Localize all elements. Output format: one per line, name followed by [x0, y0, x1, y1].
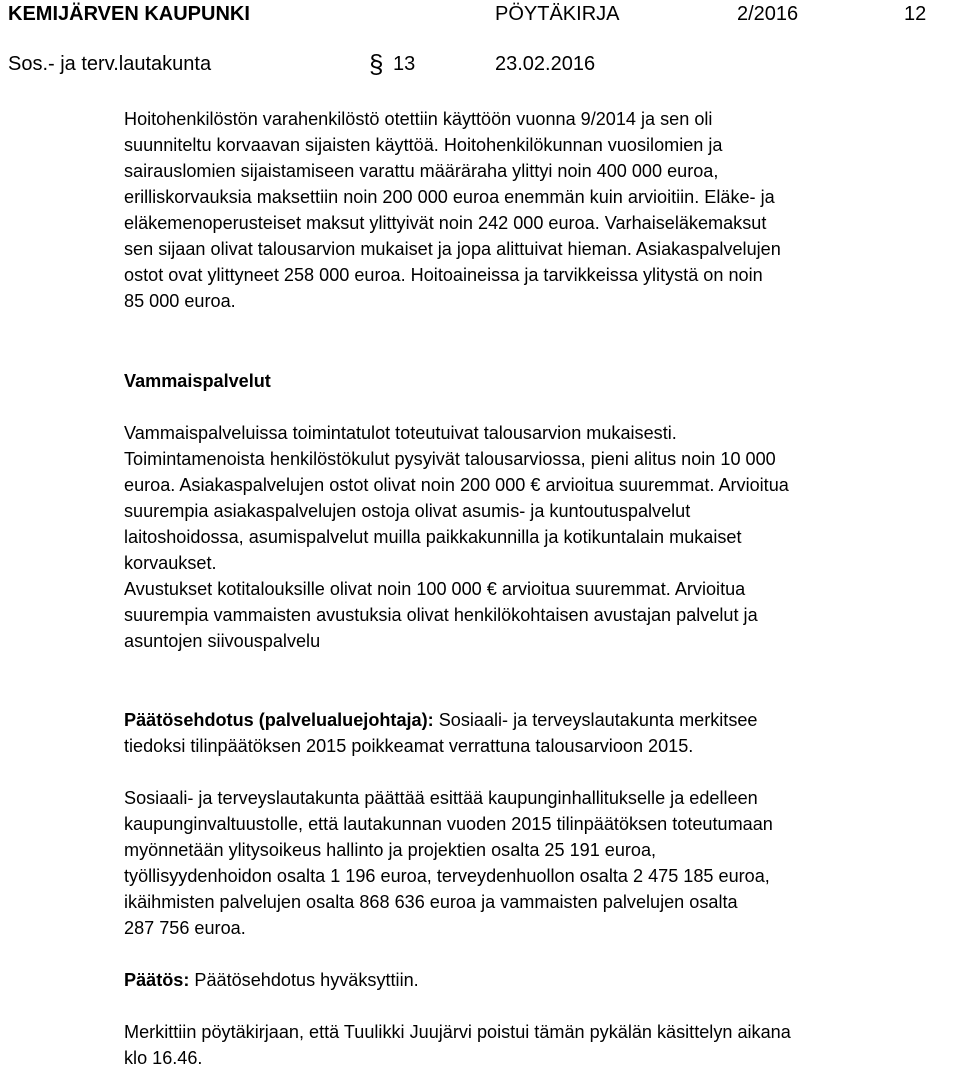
text-line: euroa. Asiakaspalvelujen ostot olivat noin 200 000 € arvioitua suuremmat. Arvioitua — [124, 475, 789, 495]
text-line — [124, 707, 950, 733]
decision-proposal — [124, 707, 950, 759]
text-line: eläkemenoperusteiset maksut ylittyivät noin 242 000 euroa. Varhaiseläkemaksut — [124, 213, 767, 233]
text-line: ikäihmisten palvelujen osalta 868 636 euroa ja vammaisten palvelujen osalta — [124, 892, 738, 912]
text-line: ostot ovat ylittyneet 258 000 euroa. Hoitoaineissa ja tarvikkeissa ylitystä on noin — [124, 265, 763, 285]
text-line: 287 756 euroa. — [124, 918, 246, 938]
text-line: myönnetään ylitysoikeus hallinto ja projektien osalta 25 191 euroa, — [124, 840, 657, 860]
text-line: suurempia vammaisten avustuksia olivat henkilökohtaisen avustajan palvelut ja — [124, 605, 758, 625]
text-line: klo 16.46. — [124, 1048, 203, 1068]
document-type: PÖYTÄKIRJA — [495, 3, 620, 25]
org-name: KEMIJÄRVEN KAUPUNKI — [8, 3, 250, 25]
text-line: suurempia asiakaspalvelujen ostoja olivat asumis- ja kuntoutuspalvelut — [124, 501, 691, 521]
text-line: Vammaispalveluissa toimintatulot toteutuivat talousarvion mukaisesti. — [124, 423, 677, 443]
text-line: tiedoksi tilinpäätöksen 2015 poikkeamat verrattuna talousarvioon 2015. — [124, 736, 694, 756]
text-line: sen sijaan olivat talousarvion mukaiset ja jopa alittuivat hieman. Asiakaspalvelujen — [124, 239, 781, 259]
document-number: 2/2016 — [737, 3, 799, 25]
text-line: työllisyydenhoidon osalta 1 196 euroa, terveydenhuollon osalta 2 475 185 euroa, — [124, 866, 770, 886]
section-number: 13 — [393, 53, 416, 75]
meeting-date: 23.02.2016 — [495, 53, 596, 75]
proposal-label: Päätösehdotus (palvelualuejohtaja): — [124, 710, 434, 730]
text-line: Sosiaali- ja terveyslautakunta päättää esittää kaupunginhallitukselle ja edelleen — [124, 788, 758, 808]
vammaispalvelut-paragraph — [124, 420, 950, 654]
proposal-text: Sosiaali- ja terveyslautakunta merkitsee — [433, 710, 758, 730]
text-line: korvaukset. — [124, 553, 217, 573]
text-line: erilliskorvauksia maksettiin noin 200 000 euroa enemmän kuin arvioitiin. Eläke- ja — [124, 187, 775, 207]
text-line: laitoshoidossa, asumispalvelut muilla paikkakunnilla ja kotikuntalain mukaiset — [124, 527, 742, 547]
decision-body-paragraph — [124, 785, 950, 941]
note-paragraph — [124, 1019, 950, 1071]
text-line: sairauslomien sijaistamiseen varattu määräraha ylittyi noin 400 000 euroa, — [124, 161, 719, 181]
text-line: Merkittiin pöytäkirjaan, että Tuulikki Juujärvi poistui tämän pykälän käsittelyn aikana — [124, 1022, 791, 1042]
text-line: kaupunginvaltuustolle, että lautakunnan vuoden 2015 tilinpäätöksen toteutumaan — [124, 814, 773, 834]
section-symbol: § — [369, 49, 384, 79]
text-line — [124, 967, 950, 993]
heading-text: Vammaispalvelut — [124, 371, 271, 391]
decision-label: Päätös: — [124, 970, 190, 990]
decision-line — [124, 967, 950, 993]
text-line: 85 000 euroa. — [124, 291, 236, 311]
text-line: asuntojen siivouspalvelu — [124, 631, 321, 651]
text-line: Toimintamenoista henkilöstökulut pysyivät talousarviossa, pieni alitus noin 10 000 — [124, 449, 776, 469]
section-heading — [124, 368, 950, 394]
page-number: 12 — [904, 3, 927, 25]
text-line: Hoitohenkilöstön varahenkilöstö otettiin käyttöön vuonna 9/2014 ja sen oli — [124, 109, 713, 129]
text-line: Avustukset kotitalouksille olivat noin 100 000 € arvioitua suuremmat. Arvioitua — [124, 579, 746, 599]
text-line: suunniteltu korvaavan sijaisten käyttöä. Hoitohenkilökunnan vuosilomien ja — [124, 135, 723, 155]
decision-text: Päätösehdotus hyväksyttiin. — [189, 970, 419, 990]
intro-paragraph — [124, 106, 950, 314]
committee-name: Sos.- ja terv.lautakunta — [8, 53, 212, 75]
